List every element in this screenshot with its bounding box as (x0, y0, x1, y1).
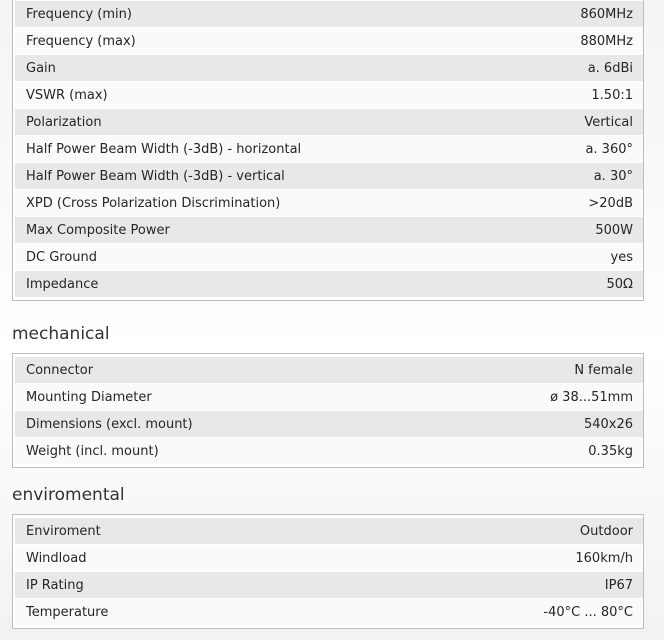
electrical-spec-table (12, 0, 644, 301)
spec-label: Mounting Diameter (26, 389, 152, 405)
spec-row-temperature (15, 599, 643, 626)
spec-row-mounting-diameter (15, 384, 643, 411)
spec-value: IP67 (604, 577, 633, 593)
section-title-environmental: enviromental (12, 485, 125, 505)
spec-label: IP Rating (26, 577, 84, 593)
spec-label: Gain (26, 60, 56, 76)
spec-value: yes (610, 249, 633, 265)
section-title-mechanical: mechanical (12, 324, 110, 344)
mechanical-spec-table (12, 353, 644, 468)
spec-row-dc-ground (15, 244, 643, 271)
spec-row-max-composite-power (15, 217, 643, 244)
spec-value: 860MHz (580, 6, 633, 22)
spec-row-weight (15, 438, 643, 465)
spec-row-frequency-max (15, 28, 643, 55)
spec-value: 500W (595, 222, 633, 238)
spec-label: Half Power Beam Width (-3dB) - vertical (26, 168, 285, 184)
spec-value: 50Ω (606, 276, 633, 292)
spec-label: VSWR (max) (26, 87, 108, 103)
spec-row-xpd (15, 190, 643, 217)
spec-label: Max Composite Power (26, 222, 170, 238)
spec-value: 880MHz (580, 33, 633, 49)
spec-value: 1.50:1 (591, 87, 633, 103)
spec-label: Half Power Beam Width (-3dB) - horizontal (26, 141, 302, 157)
spec-row-connector (15, 357, 643, 384)
spec-row-beam-width-horizontal (15, 136, 643, 163)
spec-row-environment (15, 518, 643, 545)
spec-label: Connector (26, 362, 94, 378)
spec-value: a. 30° (593, 168, 633, 184)
spec-row-windload (15, 545, 643, 572)
spec-value: a. 6dBi (587, 60, 633, 76)
spec-value: 0.35kg (588, 443, 633, 459)
spec-label: Polarization (26, 114, 102, 130)
spec-label: Temperature (26, 604, 109, 620)
spec-label: Enviroment (26, 523, 101, 539)
spec-row-gain (15, 55, 643, 82)
spec-value: -40°C ... 80°C (543, 604, 633, 620)
spec-value: N female (574, 362, 633, 378)
spec-row-dimensions (15, 411, 643, 438)
spec-label: Windload (26, 550, 87, 566)
spec-row-polarization (15, 109, 643, 136)
spec-row-vswr (15, 82, 643, 109)
spec-label: DC Ground (26, 249, 98, 265)
spec-value: 540x26 (583, 416, 633, 432)
spec-row-impedance (15, 271, 643, 298)
spec-row-frequency-min (15, 1, 643, 28)
spec-label: Frequency (max) (26, 33, 136, 49)
spec-value: ø 38...51mm (550, 389, 633, 405)
spec-label: Impedance (26, 276, 99, 292)
spec-value: Outdoor (579, 523, 633, 539)
spec-value: >20dB (588, 195, 633, 211)
spec-label: XPD (Cross Polarization Discrimination) (26, 195, 281, 211)
spec-label: Dimensions (excl. mount) (26, 416, 193, 432)
spec-value: a. 360° (585, 141, 633, 157)
spec-value: Vertical (584, 114, 633, 130)
spec-row-beam-width-vertical (15, 163, 643, 190)
spec-value: 160km/h (575, 550, 633, 566)
spec-label: Frequency (min) (26, 6, 132, 22)
spec-label: Weight (incl. mount) (26, 443, 159, 459)
environmental-spec-table (12, 514, 644, 629)
spec-row-ip-rating (15, 572, 643, 599)
